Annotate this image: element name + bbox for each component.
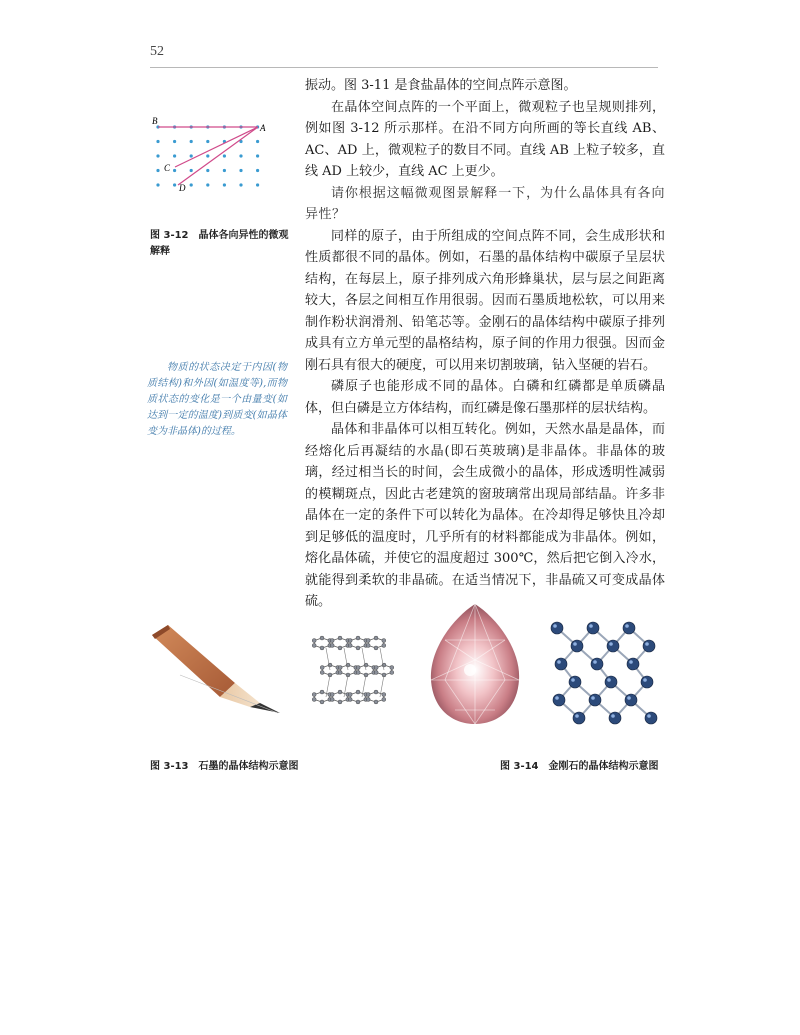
lattice-dot (173, 183, 176, 186)
lattice-dot (223, 183, 226, 186)
page-number: 52 (150, 44, 164, 59)
lattice-dot (156, 183, 159, 186)
lattice-dot (190, 154, 193, 157)
lattice-dot (190, 183, 193, 186)
graphite-structure-image (302, 625, 402, 715)
diamond-structure-image (545, 618, 660, 733)
lattice-dot (239, 169, 242, 172)
line-ac (175, 127, 258, 167)
lattice-dot (239, 183, 242, 186)
lattice-dot (223, 169, 226, 172)
lattice-dot (190, 169, 193, 172)
lattice-dots (156, 125, 259, 186)
lattice-dot (239, 154, 242, 157)
lattice-dot (190, 140, 193, 143)
main-text (305, 75, 665, 613)
paragraph: 晶体和非晶体可以相互转化。例如，天然水晶是晶体，而经熔化后再凝结的水晶(即石英玻璃)是非晶体。非晶体的玻璃，经过相当长的时间，会生成微小的晶体，形成透明性减弱的模糊斑点，因此古老建筑的窗玻璃常出现局部结晶。许多非晶体在一定的条件下可以转化为晶体。在冷却得足够快且冷却到足够低的温度时，几乎所有的材料都能成为非晶体。例如，熔化晶体硫，并使它的温度超过 300℃，然后把它倒入冷水，就能得到柔软的非晶硫。在适当情况下，非晶硫又可变成晶体硫。 (305, 422, 665, 609)
label-d: D (179, 183, 186, 193)
diamond-atoms (551, 622, 657, 724)
figure-3-14-caption: 图 3-14 金刚石的晶体结构示意图 (500, 761, 659, 772)
lattice-dot (206, 154, 209, 157)
lattice-dot (156, 154, 159, 157)
lattice-dot (206, 183, 209, 186)
question-paragraph: 请你根据这幅微观图景解释一下，为什么晶体具有各向异性？ (305, 185, 665, 222)
lattice-dot (223, 154, 226, 157)
lattice-dot (206, 140, 209, 143)
lattice-anisotropy-figure (150, 115, 280, 205)
label-a: A (260, 123, 266, 133)
figure-3-12-caption: 图 3-12 晶体各向异性的微观解释 (150, 230, 289, 257)
lattice-dot (173, 140, 176, 143)
pencil-image (150, 615, 285, 715)
diamond-gem-image (425, 600, 525, 728)
sidenote: 物质的状态决定于内因(物质结构)和外因(如温度等),而物质状态的变化是一个由量变(如达到一定的温度)到质变(如晶体变为非晶体)的过程。 (147, 362, 287, 437)
label-b: B (152, 116, 158, 126)
lattice-dot (256, 169, 259, 172)
figure-3-13-caption: 图 3-13 石墨的晶体结构示意图 (150, 761, 299, 772)
lattice-dot (173, 154, 176, 157)
paragraph: 在晶体空间点阵的一个平面上，微观粒子也呈规则排列，例如图 3-12 所示那样。在沿不同方向所画的等长直线 AB、AC、AD 上，微观粒子的数目不同。直线 AB 上粒子较多，直线 AD 上较少，直线 AC 上更少。 (305, 99, 665, 179)
lattice-dot (156, 140, 159, 143)
graphite-layers (312, 636, 394, 704)
lattice-dot (173, 169, 176, 172)
paragraph: 同样的原子，由于所组成的空间点阵不同，会生成形状和性质都很不同的晶体。例如，石墨的晶体结构中碳原子呈层状结构，在每层上，原子排列成六角形蜂巢状，层与层之间距离较大，各层之间相互作用很弱。因而石墨质地松软，可以用来制作粉状润滑剂、铅笔芯等。金刚石的晶体结构中碳原子排列成具有立方单元型的晶格结构，原子间的作用力很强。因而金刚石具有很大的硬度，可以用来切割玻璃，钻入坚硬的岩石。 (305, 228, 665, 373)
lattice-dot (256, 140, 259, 143)
lattice-dot (156, 169, 159, 172)
header-rule (150, 67, 658, 68)
paragraph: 振动。图 3-11 是食盐晶体的空间点阵示意图。 (305, 78, 577, 93)
lattice-dot (256, 154, 259, 157)
lattice-dot (206, 169, 209, 172)
lattice-dot (256, 183, 259, 186)
paragraph: 磷原子也能形成不同的晶体。白磷和红磷都是单质磷晶体，但白磷是立方体结构，而红磷是像石墨那样的层状结构。 (305, 379, 665, 416)
label-c: C (164, 163, 171, 173)
